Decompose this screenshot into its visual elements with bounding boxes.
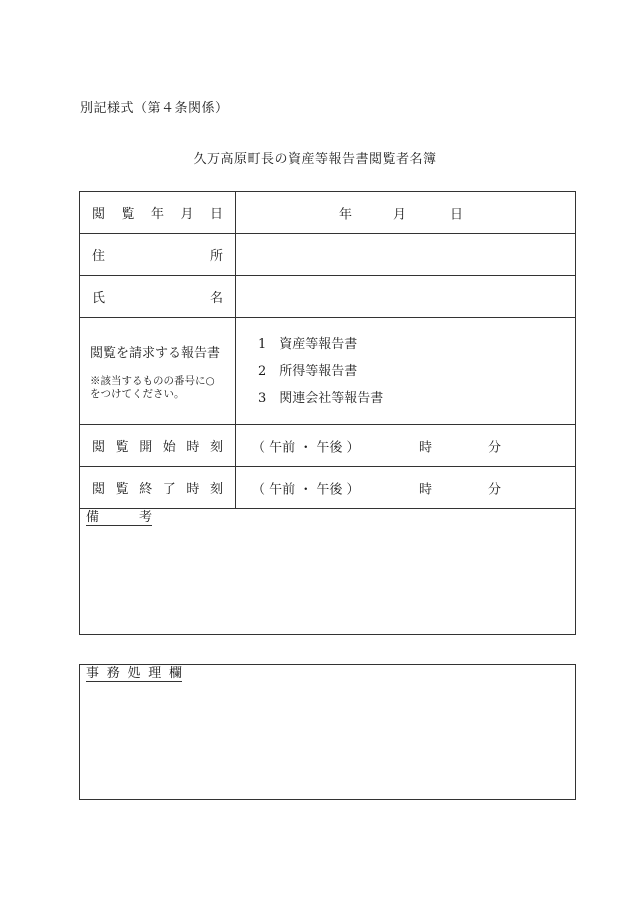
name-field[interactable]: [236, 276, 576, 318]
form-label: 別記様式（第４条関係）: [80, 101, 229, 116]
start-hour-unit: 時: [419, 440, 433, 455]
end-ampm: （ 午前 ・ 午後 ）: [252, 482, 360, 497]
start-time-field[interactable]: [236, 425, 576, 467]
document-title: 久万高原町長の資産等報告書閲覧者名簿: [193, 152, 437, 167]
start-ampm: （ 午前 ・ 午後 ）: [252, 440, 360, 455]
view-date-field[interactable]: [236, 192, 576, 234]
row-address: [80, 234, 576, 276]
year-unit: 年: [339, 207, 353, 222]
requested-report-note: ※該当するものの番号に○ をつけてください。: [90, 374, 215, 400]
remarks-field[interactable]: [80, 509, 576, 635]
office-processing-box[interactable]: [79, 664, 576, 800]
view-date-label: 閲 覧 年 月 日: [80, 192, 236, 234]
start-minute-unit: 分: [488, 440, 502, 455]
row-start-time: [80, 425, 576, 467]
requested-report-label: [80, 318, 236, 425]
report-option-assets[interactable]: 1 資産等報告書: [258, 336, 358, 352]
start-time-label: 閲 覧 開 始 時 刻: [80, 425, 236, 467]
end-time-field[interactable]: [236, 467, 576, 509]
row-end-time: [80, 467, 576, 509]
remarks-label: 備 考: [86, 510, 152, 525]
day-unit: 日: [450, 207, 464, 222]
report-option-affiliates[interactable]: 3 関連会社等報告書: [258, 390, 384, 406]
month-unit: 月: [393, 207, 407, 222]
report-option-income[interactable]: 2 所得等報告書: [258, 363, 358, 379]
name-label: 氏 名: [80, 276, 236, 318]
requested-report-title: 閲覧を請求する報告書: [90, 345, 221, 361]
row-remarks: [80, 509, 576, 635]
row-view-date: [80, 192, 576, 234]
end-hour-unit: 時: [419, 482, 433, 497]
office-processing-label: 事 務 処 理 欄: [86, 666, 182, 681]
viewer-register-table: [79, 191, 576, 635]
row-requested-report: [80, 318, 576, 425]
end-minute-unit: 分: [488, 482, 502, 497]
row-name: [80, 276, 576, 318]
address-field[interactable]: [236, 234, 576, 276]
report-options: [236, 318, 576, 425]
end-time-label: 閲 覧 終 了 時 刻: [80, 467, 236, 509]
address-label: 住 所: [80, 234, 236, 276]
